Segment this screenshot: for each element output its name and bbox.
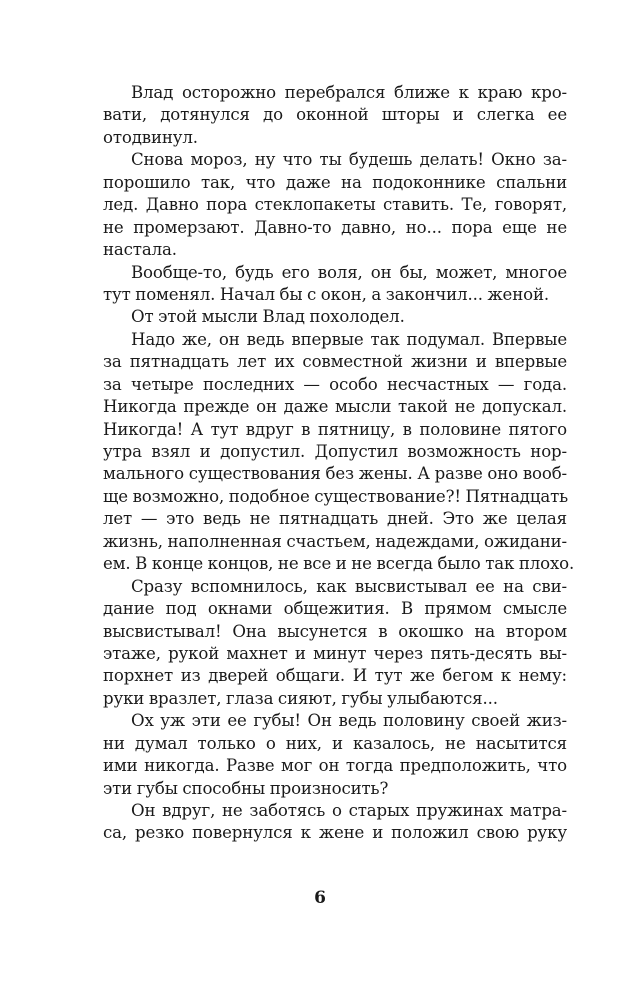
text-line: вати, дотянулся до оконной шторы и слегка ее — [103, 105, 567, 125]
text-line: Сразу вспомнилось, как высвистывал ее на сви- — [131, 576, 567, 596]
text-line: жизнь, наполненная счастьем, надеждами, ожидани- — [103, 531, 567, 551]
text-line: От этой мысли Влад похолодел. — [131, 307, 405, 327]
text-line: лед. Давно пора стеклопакеты ставить. Те, говорят, — [103, 195, 567, 215]
text-line: отодвинул. — [103, 127, 198, 147]
text-line: дание под окнами общежития. В прямом смысле — [103, 599, 567, 619]
text-line: Надо же, он ведь впервые так подумал. Впервые — [131, 329, 567, 349]
text-line: настала. — [103, 240, 177, 260]
text-line: ем. В конце концов, не все и не всегда было так плохо. — [103, 554, 575, 574]
text-line: этаже, рукой махнет и минут через пять-десять вы- — [103, 643, 567, 663]
text-line: ще возможно, подобное существование?! Пятнадцать — [103, 486, 569, 506]
text-line: са, резко повернулся к жене и положил свою руку — [103, 823, 567, 843]
text-line: эти губы способны произносить? — [103, 778, 389, 798]
text-line: порошило так, что даже на подоконнике спальни — [103, 172, 567, 192]
text-line: порхнет из дверей общаги. И тут же бегом к нему: — [103, 666, 567, 686]
text-line: ни думал только о них, и казалось, не насытится — [103, 733, 567, 753]
text-line: ими никогда. Разве мог он тогда предположить, что — [103, 756, 567, 776]
body-text — [103, 82, 575, 845]
page-number: 6 — [314, 888, 326, 908]
text-line: за пятнадцать лет их совместной жизни и впервые — [103, 352, 567, 372]
text-line: Никогда! А тут вдруг в пятницу, в половине пятого — [103, 419, 567, 439]
text-line: Он вдруг, не заботясь о старых пружинах матра- — [131, 801, 567, 820]
text-line: Влад осторожно перебрался ближе к краю кро- — [131, 83, 567, 102]
text-line: руки вразлет, глаза сияют, губы улыбаются... — [103, 688, 498, 708]
text-line: высвистывал! Она высунется в окошко на втором — [103, 621, 567, 641]
text-line: утра взял и допустил. Допустил возможность нор- — [103, 442, 567, 461]
text-line: лет — это ведь не пятнадцать дней. Это же целая — [103, 509, 567, 529]
text-line: за четыре последних — особо несчастных — года. — [103, 374, 567, 394]
text-line: Ох уж эти ее губы! Он ведь половину своей жиз- — [131, 711, 567, 731]
text-line: Никогда прежде он даже мысли такой не допускал. — [103, 397, 567, 417]
text-line: Снова мороз, ну что ты будешь делать! Окно за- — [131, 150, 567, 170]
text-line: мального существования без жены. А разве оно вооб- — [103, 464, 567, 484]
text-line: не промерзают. Давно-то давно, но... пора еще не — [103, 217, 567, 237]
text-line: Вообще-то, будь его воля, он бы, может, многое — [131, 262, 567, 282]
text-line: тут поменял. Начал бы с окон, а закончил... женой. — [103, 284, 550, 304]
